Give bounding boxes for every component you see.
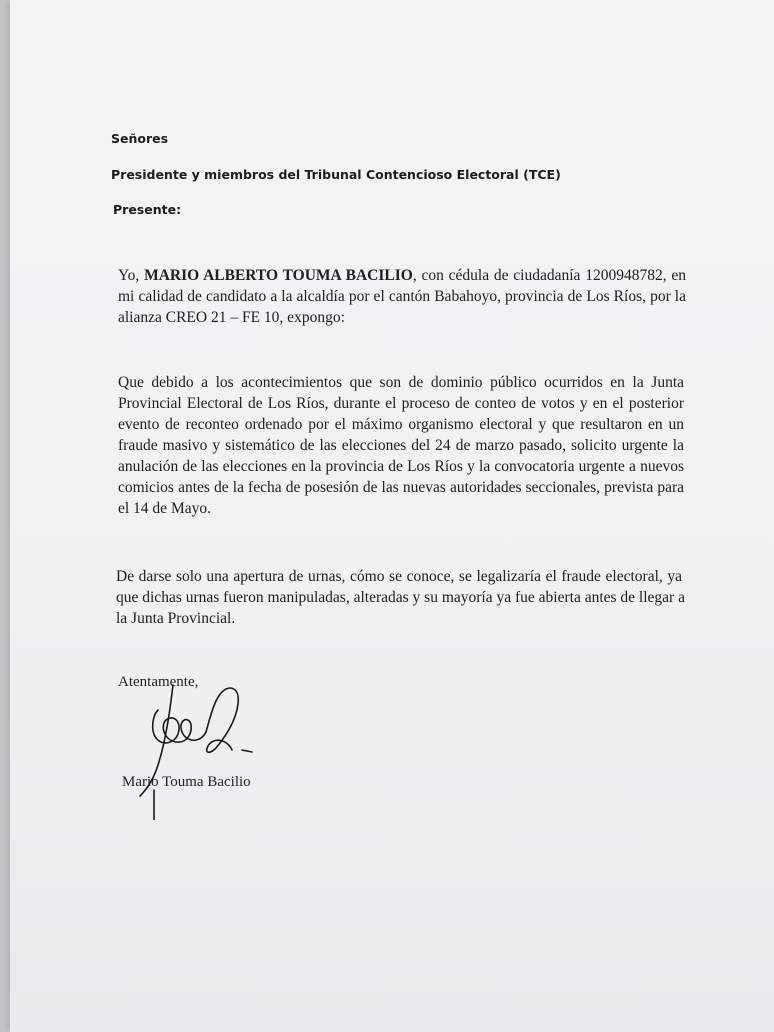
signer-name: Mario Touma Bacilio xyxy=(122,774,251,790)
closing-line: De darse solo una apertura de urnas, cómo se conoce, se legalizaría el fraude electoral, ya xyxy=(116,568,682,585)
addressee-line: Presidente y miembros del Tribunal Contencioso Electoral (TCE) xyxy=(111,167,561,182)
body-line: Que debido a los acontecimientos que son de dominio público ocurridos en la Junta xyxy=(118,374,684,391)
body-line: comicios antes de la fecha de posesión de las nuevas autoridades seccionales, prevista para xyxy=(118,479,684,496)
intro-line-1 xyxy=(118,265,686,286)
intro-paragraph xyxy=(118,265,686,328)
body-line: anulación de las elecciones en la provincia de Los Ríos y la convocatoria urgente a nuevos xyxy=(118,458,684,475)
handwritten-signature xyxy=(118,670,278,820)
body-line: Provincial Electoral de Los Ríos, durante el proceso de conteo de votos y en el posterior xyxy=(118,395,684,412)
body-line: el 14 de Mayo. xyxy=(118,500,211,517)
closing-word: Atentamente, xyxy=(118,674,199,690)
body-line: evento de reconteo ordenado por el máximo organismo electoral y que resultaron en un xyxy=(118,416,684,433)
letter-sheet xyxy=(10,0,774,1032)
salutation: Señores xyxy=(111,131,169,146)
signer-name-bold: MARIO ALBERTO TOUMA BACILIO xyxy=(144,267,413,284)
intro-line-1-rest: , con cédula de ciudadanía 1200948782, en xyxy=(412,267,686,284)
closing-line: la Junta Provincial. xyxy=(116,610,236,627)
intro-line-3: alianza CREO 21 – FE 10, expongo: xyxy=(118,309,345,326)
body-line: fraude masivo y sistemático de las elecciones del 24 de marzo pasado, solicito urgente la xyxy=(118,437,684,454)
presente-line: Presente: xyxy=(113,202,182,217)
intro-line-2: mi calidad de candidato a la alcaldía por el cantón Babahoyo, provincia de Los Ríos, por la xyxy=(118,288,686,305)
closing-line: que dichas urnas fueron manipuladas, alteradas y su mayoría ya fue abierta antes de llegar a xyxy=(116,589,685,606)
main-paragraph xyxy=(118,372,684,519)
intro-yo: Yo, xyxy=(118,267,145,284)
closing-paragraph xyxy=(116,566,685,629)
